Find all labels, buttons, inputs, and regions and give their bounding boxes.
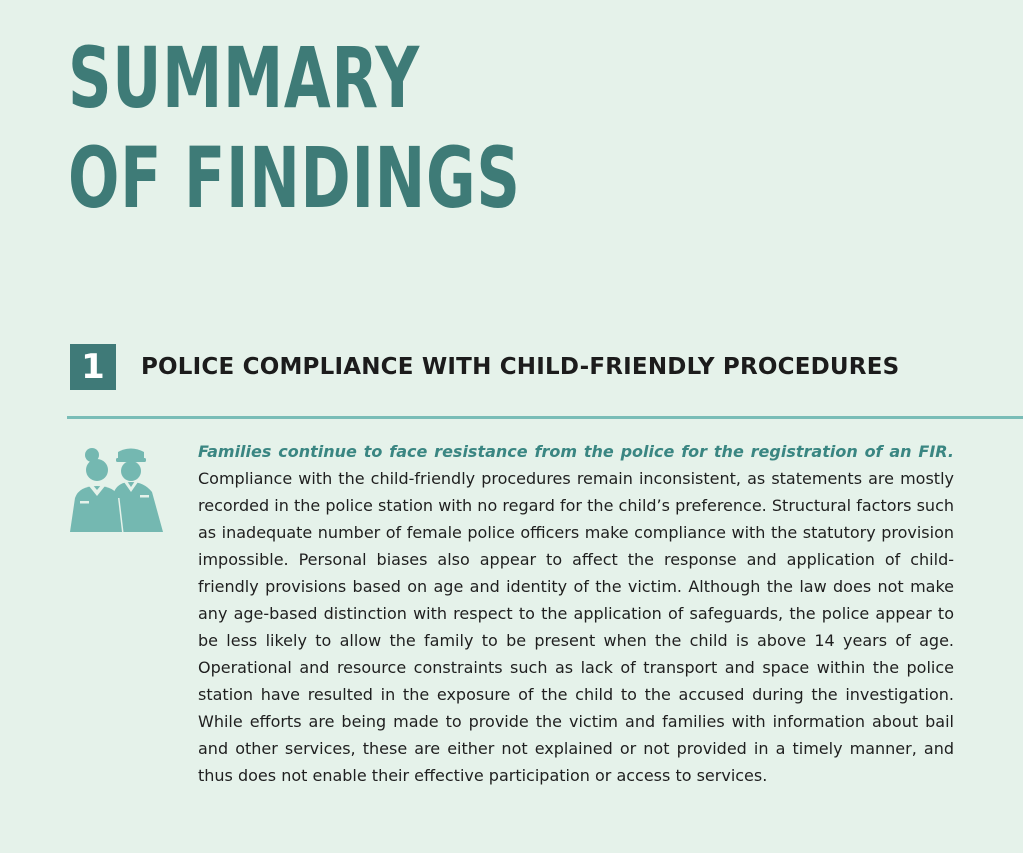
page-title xyxy=(68,28,521,228)
page-title-line-2: OF FINDINGS xyxy=(68,129,521,227)
lead-sentence: Families continue to face resistance from the police for the registration of an FIR. xyxy=(198,442,954,461)
section-number-badge: 1 xyxy=(70,344,116,390)
section-divider xyxy=(67,416,1023,419)
police-officers-icon xyxy=(66,446,166,534)
findings-paragraph xyxy=(198,438,954,789)
page-title-line-1: SUMMARY xyxy=(68,29,420,127)
section-header xyxy=(70,344,899,390)
section-heading: POLICE COMPLIANCE WITH CHILD-FRIENDLY PROCEDURES xyxy=(141,354,900,380)
body-text: Compliance with the child-friendly procedures remain inconsistent, as statements are mostly recorded in the police station with no regard for the child’s preference. Structural factors such as inadequate number of female police officers make compliance with the statutory provision impossible. Personal biases also appear to affect the response and application of child-friendly provisions based on age and identity of the victim. Although the law does not make any age-based distinction with respect to the application of safeguards, the police appear to be less likely to allow the family to be present when the child is above 14 years of age. Operational and resource constraints such as lack of transport and space within the police station have resulted in the exposure of the child to the accused during the investigation. While efforts are being made to provide the victim and families with information about bail and other services, these are either not explained or not provided in a timely manner, and thus does not enable their effective participation or access to services. xyxy=(198,469,954,785)
